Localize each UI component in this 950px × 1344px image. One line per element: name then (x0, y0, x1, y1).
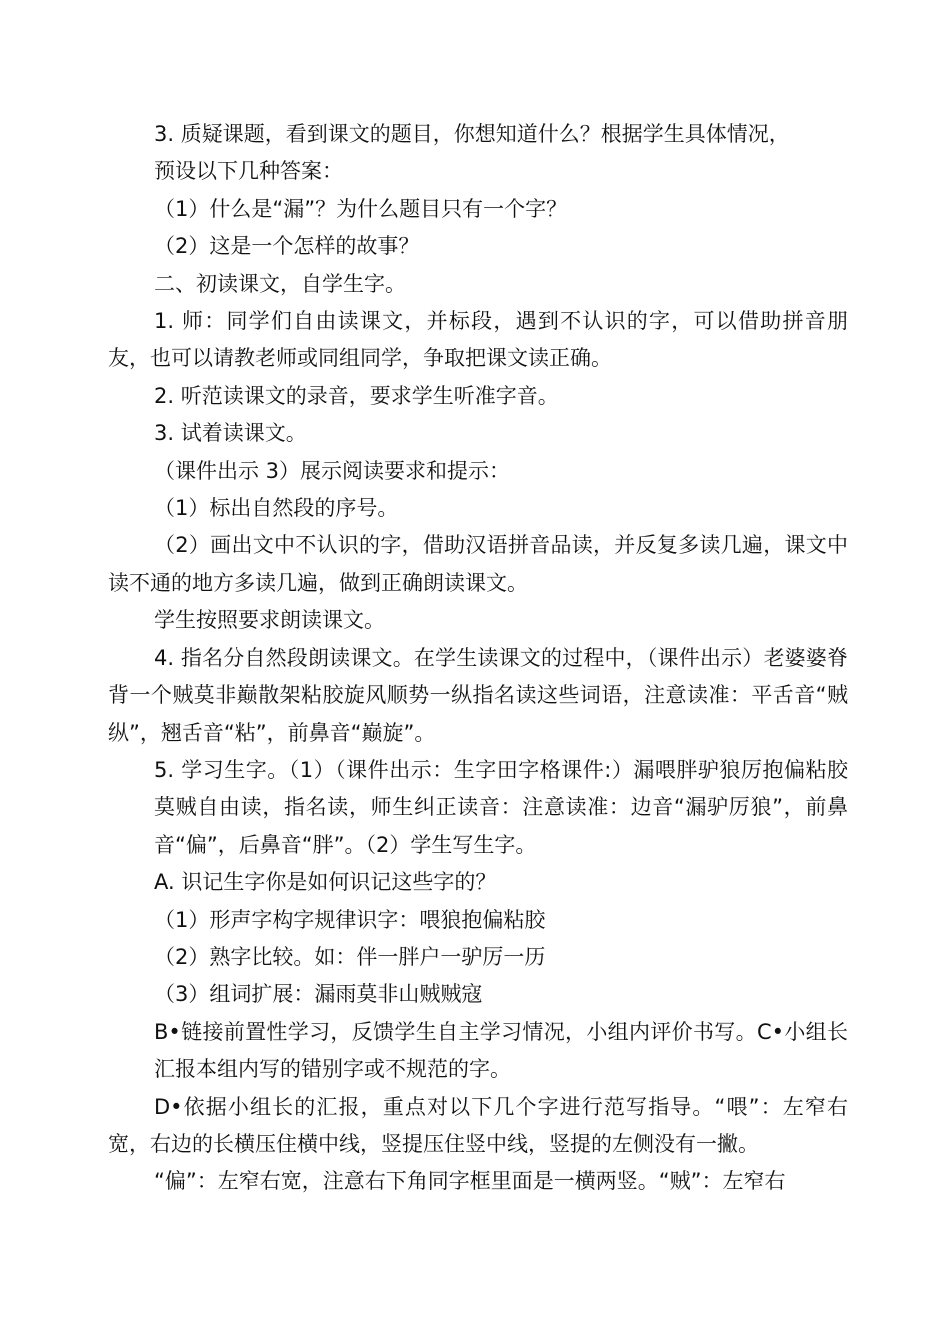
paragraph-5: 二、初读课文，自学生字。 (154, 271, 406, 296)
paragraph-10: （1）标出自然段的序号。 (154, 496, 399, 521)
paragraph-3: （1）什么是“漏”？为什么题目只有一个字？ (154, 196, 568, 221)
paragraph-16: （1）形声字构字规律识字：喂狼抱偏粘胶 (154, 907, 546, 932)
paragraph-2: 预设以下几种答案： (154, 159, 343, 184)
paragraph-1: 3. 质疑课题，看到课文的题目，你想知道什么？根据学生具体情况， (154, 122, 790, 146)
paragraph-21: “偏”：左窄右宽，注意右下角同字框里面是一横两竖。“贼”：左窄右 (154, 1169, 786, 1194)
document-page (108, 116, 848, 1201)
paragraph-18: （3）组词扩展：漏雨莫非山贼贼寇 (154, 982, 483, 1007)
paragraph-19: B•链接前置性学习，反馈学生自主学习情况，小组内评价书写。C•小组长汇报本组内写的错别字或不规范的字。 (154, 1019, 848, 1082)
paragraph-17: （2）熟字比较。如：伴一胖户一驴厉一历 (154, 944, 546, 969)
paragraph-11: （2）画出文中不认识的字，借助汉语拼音品读，并反复多读几遍，课文中读不通的地方多读几遍，做到正确朗读课文。 (108, 533, 848, 595)
paragraph-9: （课件出示 3）展示阅读要求和提示： (154, 458, 511, 483)
paragraph-6: 1. 师：同学们自由读课文，并标段，遇到不认识的字，可以借助拼音朋友，也可以请教老师或同组同学，争取把课文读正确。 (108, 309, 848, 371)
paragraph-15: A. 识记生字你是如何识记这些字的？ (154, 870, 497, 895)
paragraph-4: （2）这是一个怎样的故事？ (154, 234, 420, 259)
paragraph-7: 2. 听范读课文的录音，要求学生听准字音。 (154, 383, 559, 408)
paragraph-13: 4. 指名分自然段朗读课文。在学生读课文的过程中，（课件出示）老婆婆脊背一个贼莫非巅散架粘胶旋风顺势一纵指名读这些词语，注意读准：平舌音“贼纵”，翘舌音“粘”，前鼻音“巅旋”。 (108, 645, 848, 745)
paragraph-14: 5. 学习生字。（1）（课件出示：生字田字格课件:）漏喂胖驴狼厉抱偏粘胶莫贼自由读，指名读，师生纠正读音：注意读准：边音“漏驴厉狼”，前鼻音“偏”，后鼻音“胖”。（2）学生写生字。 (154, 757, 848, 857)
paragraph-8: 3. 试着读课文。 (154, 421, 307, 446)
paragraph-20: D•依据小组长的汇报，重点对以下几个字进行范写指导。“喂”：左窄右宽，右边的长横压住横中线，竖提压住竖中线，竖提的左侧没有一撇。 (108, 1094, 848, 1156)
paragraph-12: 学生按照要求朗读课文。 (154, 608, 385, 633)
